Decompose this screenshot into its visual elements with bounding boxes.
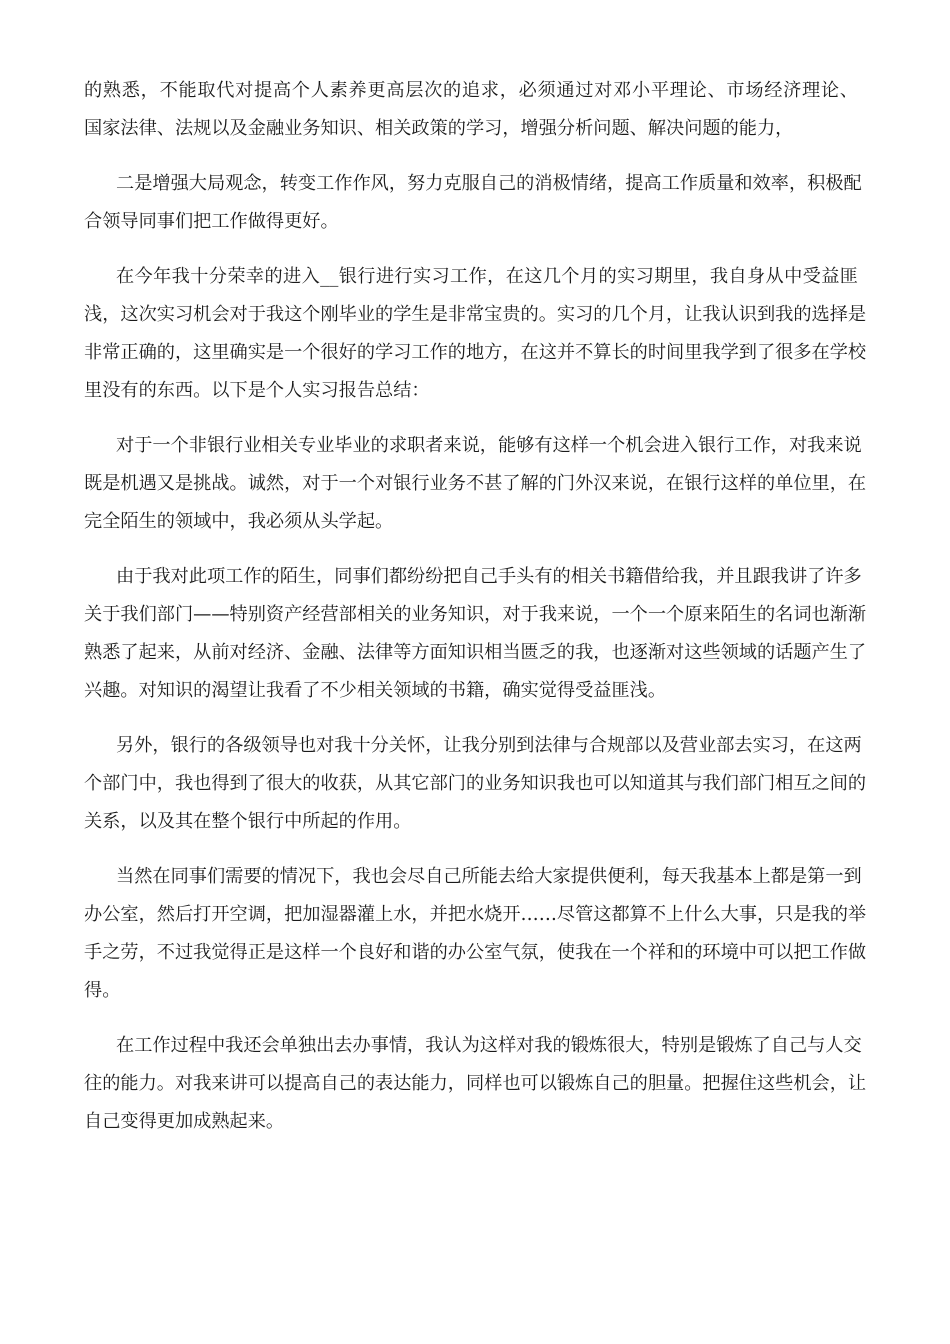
text-line: 往的能力。对我来讲可以提高自己的表达能力，同样也可以锻炼自己的胆量。把握住这些机会，让	[84, 1073, 867, 1094]
paragraph-3	[84, 258, 867, 410]
paragraph-8	[84, 1027, 867, 1141]
text-line: 另外，银行的各级领导也对我十分关怀，让我分别到法律与合规部以及营业部去实习，在这两	[116, 735, 862, 756]
text-line: 里没有的东西。以下是个人实习报告总结：	[84, 380, 430, 401]
paragraph-5	[84, 558, 867, 710]
paragraph-2	[84, 165, 862, 241]
document-body	[84, 72, 867, 1158]
paragraph-1	[84, 72, 858, 148]
text-line: 在今年我十分荣幸的进入__银行进行实习工作，在这几个月的实习期里，我自身从中受益匪	[116, 266, 858, 287]
text-line: 对于一个非银行业相关专业毕业的求职者来说，能够有这样一个机会进入银行工作，对我来说	[116, 435, 862, 456]
text-line: 完全陌生的领域中，我必须从头学起。	[84, 511, 394, 532]
text-line: 当然在同事们需要的情况下，我也会尽自己所能去给大家提供便利，每天我基本上都是第一到	[116, 866, 862, 887]
text-line: 得。	[84, 980, 121, 1001]
text-line: 手之劳，不过我觉得正是这样一个良好和谐的办公室气氛，使我在一个祥和的环境中可以把工作做	[84, 942, 867, 963]
text-line: 熟悉了起来，从前对经济、金融、法律等方面知识相当匮乏的我，也逐渐对这些领域的话题产生了	[84, 642, 867, 663]
text-line: 的熟悉，不能取代对提高个人素养更高层次的追求，必须通过对邓小平理论、市场经济理论、	[84, 80, 858, 101]
text-line: 个部门中，我也得到了很大的收获，从其它部门的业务知识我也可以知道其与我们部门相互之间的	[84, 773, 867, 794]
text-line: 浅，这次实习机会对于我这个刚毕业的学生是非常宝贵的。实习的几个月，让我认识到我的选择是	[84, 304, 867, 325]
text-line: 合领导同事们把工作做得更好。	[84, 211, 339, 232]
text-line: 在工作过程中我还会单独出去办事情，我认为这样对我的锻炼很大，特别是锻炼了自己与人交	[116, 1035, 862, 1056]
text-line: 既是机遇又是挑战。诚然，对于一个对银行业务不甚了解的门外汉来说，在银行这样的单位里，在	[84, 473, 867, 494]
text-line: 自己变得更加成熟起来。	[84, 1111, 285, 1132]
text-line: 关于我们部门——特别资产经营部相关的业务知识，对于我来说，一个一个原来陌生的名词也渐渐	[84, 604, 867, 625]
text-line: 非常正确的，这里确实是一个很好的学习工作的地方，在这并不算长的时间里我学到了很多在学校	[84, 342, 867, 363]
paragraph-7	[84, 858, 867, 1010]
text-line: 兴趣。对知识的渴望让我看了不少相关领域的书籍，确实觉得受益匪浅。	[84, 680, 667, 701]
text-line: 关系，以及其在整个银行中所起的作用。	[84, 811, 412, 832]
text-line: 二是增强大局观念，转变工作作风，努力克服自己的消极情绪，提高工作质量和效率，积极配	[116, 173, 862, 194]
text-line: 由于我对此项工作的陌生，同事们都纷纷把自己手头有的相关书籍借给我，并且跟我讲了许多	[116, 566, 862, 587]
paragraph-6	[84, 727, 867, 841]
text-line: 国家法律、法规以及金融业务知识、相关政策的学习，增强分析问题、解决问题的能力，	[84, 118, 794, 139]
paragraph-4	[84, 427, 867, 541]
text-line: 办公室，然后打开空调，把加湿器灌上水，并把水烧开……尽管这都算不上什么大事，只是我的举	[84, 904, 867, 925]
